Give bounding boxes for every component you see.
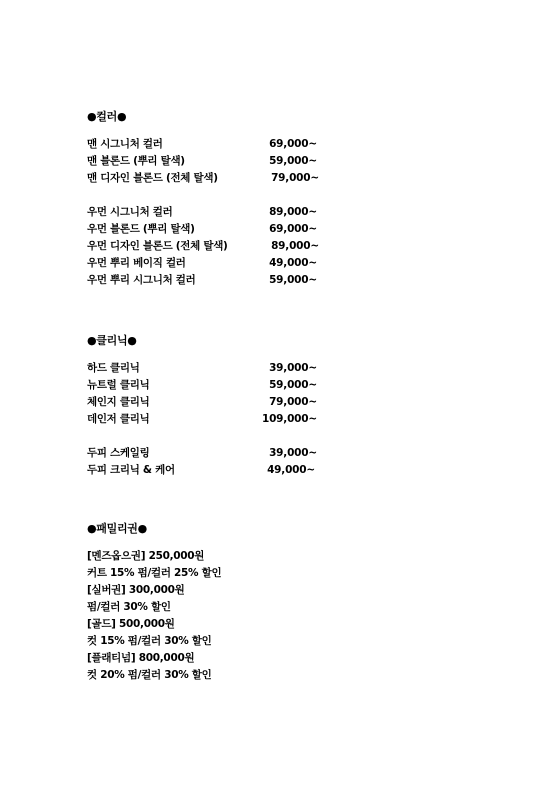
list-item — [87, 136, 387, 153]
item-name: 우먼 뿌리 시그니처 컬러 — [87, 274, 196, 286]
membership-tier-name: [실버권] 300,000원 — [87, 584, 185, 596]
item-name: 맨 시그니처 컬러 — [87, 138, 163, 150]
list-item — [87, 360, 387, 377]
item-name: 우먼 뿌리 베이직 컬러 — [87, 257, 186, 269]
list-item — [87, 238, 387, 255]
item-name: 체인지 클리닉 — [87, 396, 150, 408]
membership-list — [87, 548, 387, 684]
list-item — [87, 411, 387, 428]
list-item — [87, 462, 387, 479]
membership-benefit: 컷 20% 펌/컬러 30% 할인 — [87, 669, 212, 681]
color-section — [87, 108, 387, 289]
hair-clinic-list — [87, 360, 387, 428]
list-item — [87, 153, 387, 170]
item-name: 우먼 시그니처 컬러 — [87, 206, 173, 218]
item-name: 우먼 디자인 블론드 (전체 탈색) — [87, 240, 228, 252]
men-color-list — [87, 136, 387, 187]
clinic-section — [87, 332, 387, 479]
item-price: 89,000~ — [269, 206, 317, 218]
list-item — [87, 221, 387, 238]
item-name: 맨 디자인 블론드 (전체 탈색) — [87, 172, 218, 184]
list-item — [87, 255, 387, 272]
item-price: 39,000~ — [269, 362, 317, 374]
list-item — [87, 170, 387, 187]
item-name: 데인저 클리닉 — [87, 413, 150, 425]
item-name: 뉴트럴 클리닉 — [87, 379, 150, 391]
women-color-list — [87, 204, 387, 289]
item-price: 49,000~ — [269, 257, 317, 269]
item-price: 49,000~ — [267, 464, 315, 476]
membership-benefit: 커트 15% 펌/컬러 25% 할인 — [87, 567, 222, 579]
item-name: 하드 클리닉 — [87, 362, 140, 374]
item-price: 39,000~ — [269, 447, 317, 459]
item-name: 맨 블론드 (뿌리 탈색) — [87, 155, 185, 167]
membership-tier-name: [멘즈옵으권] 250,000원 — [87, 550, 205, 562]
color-heading: ●컬러● — [87, 110, 127, 123]
list-item — [87, 272, 387, 289]
item-price: 69,000~ — [269, 223, 317, 235]
membership-benefit: 컷 15% 펌/컬러 30% 할인 — [87, 635, 212, 647]
item-price: 89,000~ — [271, 240, 319, 252]
list-item — [87, 204, 387, 221]
membership-tier-name: [골드] 500,000원 — [87, 618, 175, 630]
item-price: 59,000~ — [269, 274, 317, 286]
list-item — [87, 394, 387, 411]
list-item — [87, 377, 387, 394]
membership-heading: ●패밀리권● — [87, 522, 147, 535]
item-name: 우먼 블론드 (뿌리 탈색) — [87, 223, 195, 235]
item-price: 109,000~ — [261, 413, 317, 425]
membership-section — [87, 520, 387, 684]
item-price: 59,000~ — [269, 155, 317, 167]
scalp-clinic-list — [87, 445, 387, 479]
item-price: 79,000~ — [271, 172, 319, 184]
membership-benefit: 펌/컬러 30% 할인 — [87, 601, 171, 613]
list-item — [87, 445, 387, 462]
item-price: 59,000~ — [269, 379, 317, 391]
clinic-heading: ●클리닉● — [87, 334, 137, 347]
membership-tier-name: [플래티넘] 800,000원 — [87, 652, 195, 664]
item-name: 두피 크리닉 & 케어 — [87, 464, 175, 476]
item-name: 두피 스케일링 — [87, 447, 150, 459]
item-price: 79,000~ — [269, 396, 317, 408]
item-price: 69,000~ — [269, 138, 317, 150]
